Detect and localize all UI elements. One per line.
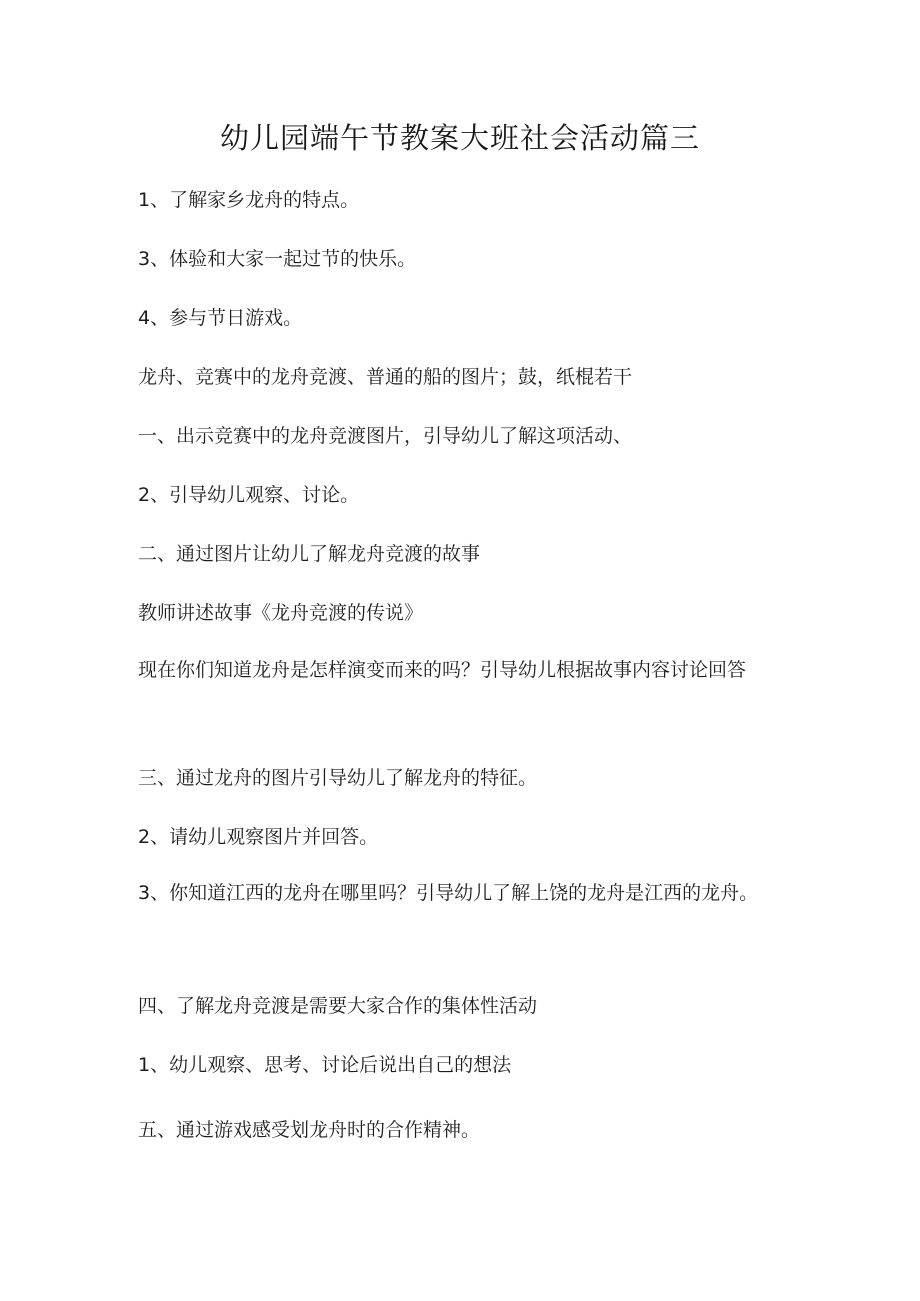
text-line-goal-3: 3、体验和大家一起过节的快乐。 bbox=[138, 248, 417, 270]
text-line-step-3-2: 2、请幼儿观察图片并回答。 bbox=[138, 826, 379, 848]
text-line-story: 教师讲述故事《龙舟竞渡的传说》 bbox=[138, 602, 424, 624]
text-line-step-1-2: 2、引导幼儿观察、讨论。 bbox=[138, 484, 360, 506]
text-line-materials: 龙舟、竞赛中的龙舟竞渡、普通的船的图片；鼓，纸棍若干 bbox=[138, 366, 633, 388]
text-line-step-2: 二、通过图片让幼儿了解龙舟竞渡的故事 bbox=[138, 543, 481, 565]
text-line-step-3: 三、通过龙舟的图片引导幼儿了解龙舟的特征。 bbox=[138, 767, 538, 789]
text-line-step-4: 四、了解龙舟竞渡是需要大家合作的集体性活动 bbox=[138, 995, 538, 1017]
text-line-step-3-3: 3、你知道江西的龙舟在哪里吗？引导幼儿了解上饶的龙舟是江西的龙舟。 bbox=[138, 882, 759, 904]
text-line-step-1: 一、出示竞赛中的龙舟竞渡图片，引导幼儿了解这项活动、 bbox=[138, 425, 633, 447]
text-line-question: 现在你们知道龙舟是怎样演变而来的吗？引导幼儿根据故事内容讨论回答 bbox=[138, 659, 747, 681]
document-title: 幼儿园端午节教案大班社会活动篇三 bbox=[219, 121, 700, 155]
text-line-step-4-1: 1、幼儿观察、思考、讨论后说出自己的想法 bbox=[138, 1054, 512, 1076]
text-line-goal-4: 4、参与节日游戏。 bbox=[138, 307, 303, 329]
text-line-goal-1: 1、了解家乡龙舟的特点。 bbox=[138, 189, 360, 211]
text-line-step-5: 五、通过游戏感受划龙舟时的合作精神。 bbox=[138, 1119, 481, 1141]
